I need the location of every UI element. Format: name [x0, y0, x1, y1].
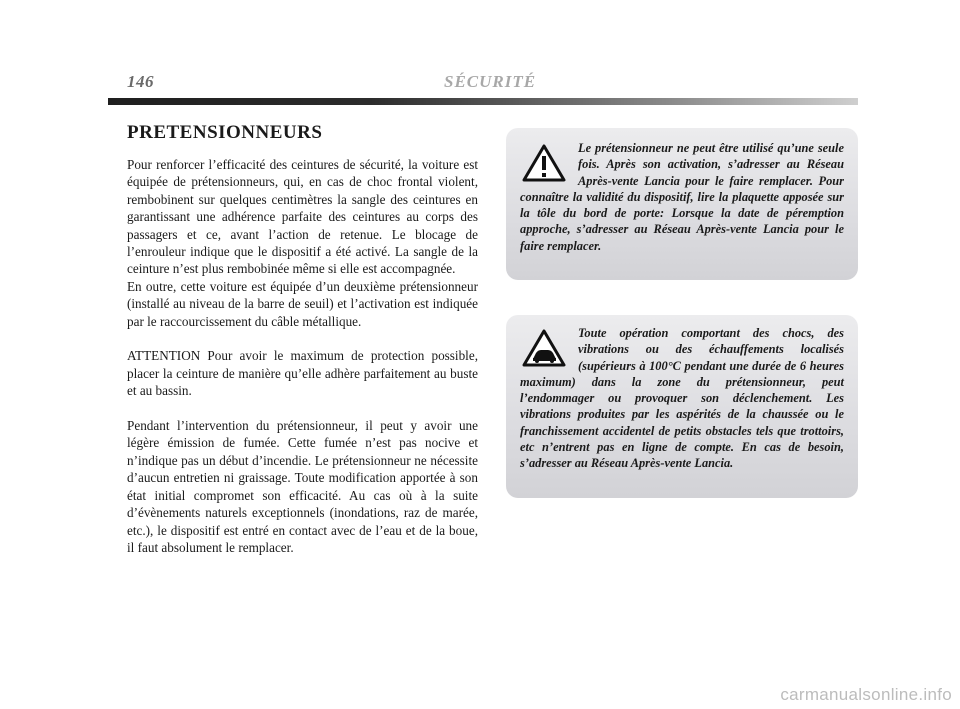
warning-triangle-icon: [522, 144, 566, 182]
warning-box-damage: [506, 315, 858, 498]
car-hazard-triangle-icon: [522, 329, 566, 367]
main-column: [127, 122, 478, 556]
paragraph-second-pretensioner: En outre, cette voiture est équipée d’un deuxième prétensionneur (installé au niveau de la barre de seuil) et l’activation est indiquée par le raccourcissement du câble métallique.: [127, 278, 478, 329]
warning-text-single-use: Le prétensionneur ne peut être utilisé qu’une seule fois. Après son activation, s’adresser au Réseau Après-vente Lancia pour le faire remplacer. Pour connaître la validité du dispositif, lire la plaquette apposée sur la tôle du bord de porte: Lorsque la date de péremption approche, s’adresser au Réseau Après-vente Lancia pour le faire remplacer.: [520, 141, 844, 253]
warning-text-damage: Toute opération comportant des chocs, des vibrations ou des échauffements localisés (supérieurs à 100°C pendant une durée de 6 heures maximum) dans la zone du prétensionneur, peut l’endommager ou provoquer son déclenchement. Les vibrations produites par les aspérités de la chaussée ou le franchissement accidentel de petits obstacles tels que trottoirs, etc n’entrent pas en ligne de compte. En cas de besoin, s’adresser au Réseau Après-vente Lancia.: [520, 326, 844, 471]
watermark: carmanualsonline.info: [780, 685, 952, 704]
section-title: SÉCURITÉ: [444, 72, 537, 91]
paragraph-intervention: Pendant l’intervention du prétensionneur, il peut y avoir une légère émission de fumée. Cette fumée n’est pas nocive et n’indique pas un début d’incendie. Le prétensionneur ne nécessite d’aucun entretien ni graissage. Toute modification apportée à son état initial compromet son efficacité. Au cas où à la suite d’évènements naturels exceptionnels (inondations, raz de marée, etc.), le dispositif est entré en contact avec de l’eau et de la boue, il faut absolument le remplacer.: [127, 418, 478, 555]
warning-box-single-use: [506, 128, 858, 280]
heading-pretensionneurs: PRETENSIONNEURS: [127, 122, 323, 143]
page-number: 146: [127, 72, 154, 91]
paragraph-intro: Pour renforcer l’efficacité des ceintures de sécurité, la voiture est équipée de prétensionneurs, qui, en cas de choc frontal violent, rembobinent sur quelques centimètres la sangle des ceintures en garantissant une adhérence parfaite des ceintures au corps des passagers et ce, avant l’action de retenue. Le blocage de l’enrouleur indique que le dispositif a été activé. La sangle de la ceinture n’est plus rembobinée même si elle est accompagnée.: [127, 157, 478, 277]
paragraph-attention: ATTENTION Pour avoir le maximum de protection possible, placer la ceinture de manière qu’elle adhère parfaitement au buste et au bassin.: [127, 348, 478, 399]
header-rule: [108, 98, 858, 105]
